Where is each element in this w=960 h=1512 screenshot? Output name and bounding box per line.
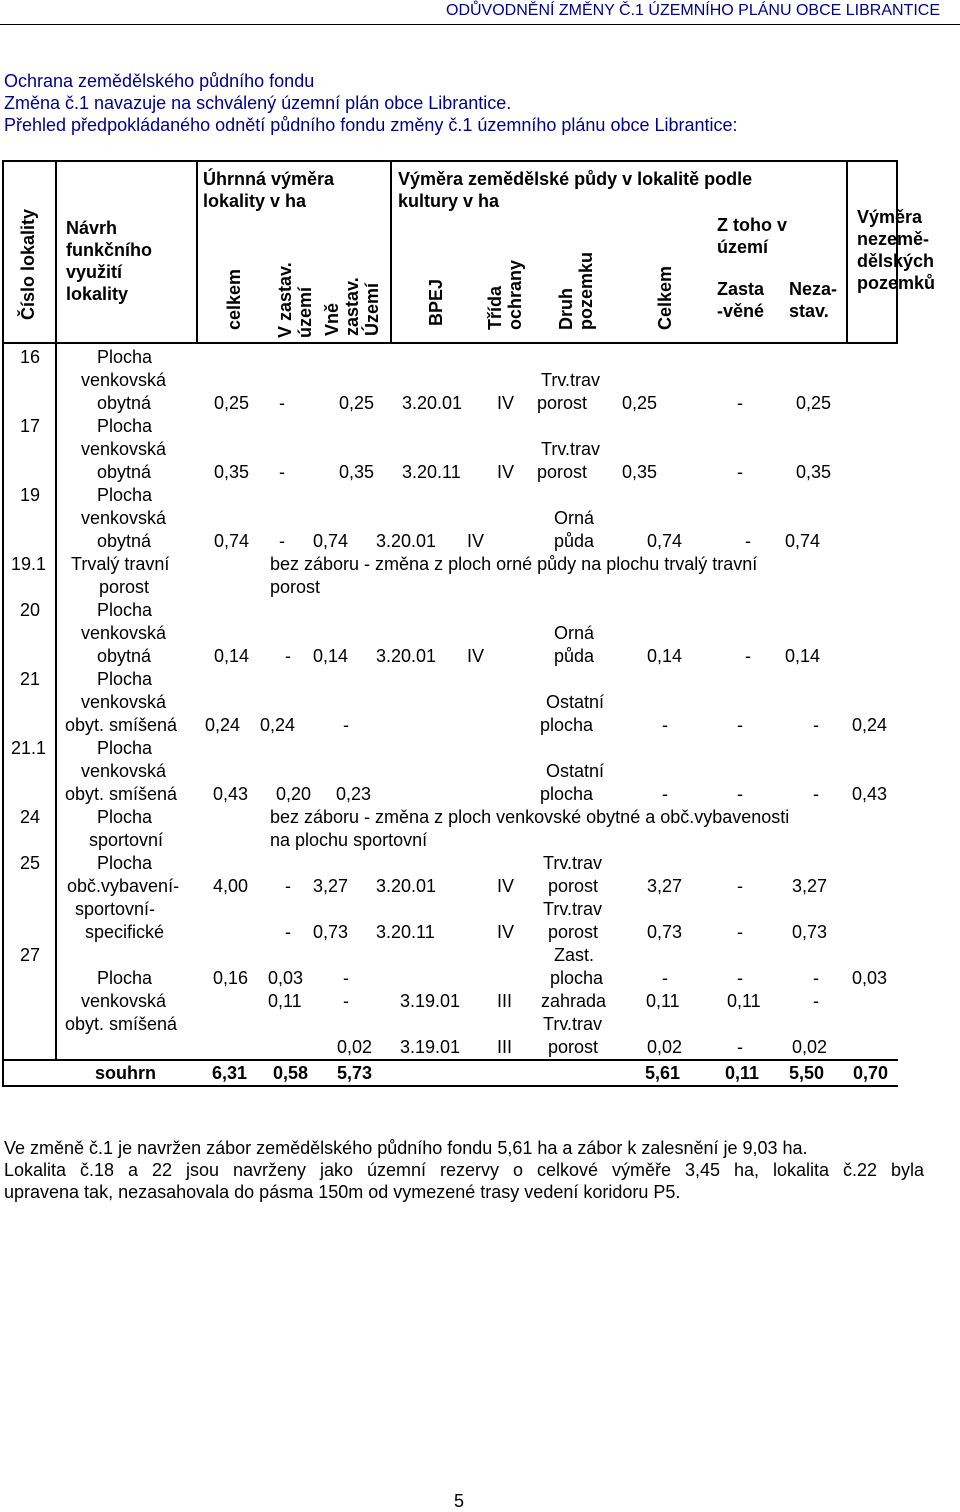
row-use: Plocha — [97, 738, 153, 758]
row-use: Plocha — [97, 347, 153, 367]
cell-celkem: 0,35 — [214, 462, 250, 482]
cell-vzast: 0,11 — [268, 991, 302, 1011]
header-z-toho: Z toho v území — [717, 215, 787, 257]
cell-trida: IV — [467, 646, 485, 666]
cell-bpej: 3.20.01 — [376, 876, 437, 896]
page-number: 5 — [454, 1491, 465, 1511]
cell-vne: - — [343, 968, 349, 988]
cell-vzast: - — [279, 393, 285, 413]
cell-bpej: 3.20.01 — [376, 531, 437, 551]
cell-nezast: 0,25 — [796, 393, 832, 413]
cell-celkem: 0,74 — [214, 531, 250, 551]
cell-celkem: 0,25 — [214, 393, 250, 413]
row-id: 17 — [20, 416, 41, 436]
body-left-border — [2, 343, 4, 1087]
cell-zast: - — [737, 922, 743, 942]
cell-vzast: 0,24 — [260, 715, 296, 735]
row-use: Plocha — [97, 669, 153, 689]
paragraph-line: upravena tak, nezasahovala do pásma 150m od vymezené trasy vedení koridoru P5. — [4, 1182, 681, 1202]
cell-vzast: 0,02 — [337, 1037, 373, 1057]
cell-bpej: 3.19.01 — [400, 991, 461, 1011]
row-use: obytná — [97, 462, 152, 482]
row-use: venkovská — [81, 508, 167, 528]
cell-nezast: 0,73 — [792, 922, 828, 942]
cell-vzast: 0,20 — [276, 784, 312, 804]
cell-druh: Trv.trav — [543, 1014, 602, 1034]
header-navrh: Návrh funkčního využití lokality — [66, 218, 152, 304]
summary-vzast: 0,58 — [273, 1063, 309, 1083]
header-celkem: celkem — [224, 268, 244, 330]
intro-text — [4, 70, 738, 136]
cell-celkem2: 0,11 — [646, 991, 680, 1011]
cell-vzast: - — [279, 462, 285, 482]
cell-druh: porost — [548, 922, 599, 942]
cell-nezast: - — [813, 968, 819, 988]
intro-line: Přehled předpokládaného odnětí půdního fondu změny č.1 územního plánu obce Librantice: — [4, 115, 738, 135]
row-use: venkovská — [81, 761, 167, 781]
header-divider — [390, 160, 392, 344]
cell-zast: - — [737, 784, 743, 804]
cell-celkem2: 0,02 — [647, 1037, 683, 1057]
header-bpej: BPEJ — [426, 278, 446, 326]
row-use: Plocha — [97, 600, 153, 620]
cell-celkem2: 0,74 — [647, 531, 683, 551]
document-header: ODŮVODNĚNÍ ZMĚNY Č.1 ÚZEMNÍHO PLÁNU OBCE LIBRANTICE — [446, 2, 940, 19]
header-rule — [0, 24, 960, 25]
cell-vne: 3,27 — [313, 876, 349, 896]
cell-nezast: 0,02 — [792, 1037, 828, 1057]
cell-druh: Orná — [554, 623, 595, 643]
row-use: obytná — [97, 646, 152, 666]
cell-zast: - — [745, 646, 751, 666]
header-v-zastav: V zastav. území — [275, 262, 315, 338]
cell-trida: IV — [497, 393, 515, 413]
row-use: venkovská — [81, 439, 167, 459]
cell-celkem2: 0,35 — [622, 462, 658, 482]
header-vne-zastav: Vně zastav. Území — [322, 277, 382, 336]
intro-line: Změna č.1 navazuje na schválený územní plán obce Librantice. — [4, 93, 512, 113]
cell-vzast: 0,03 — [268, 968, 304, 988]
body-divider — [55, 343, 57, 1059]
cell-nezast: 0,74 — [785, 531, 821, 551]
row-use: sportovní- — [75, 899, 156, 919]
cell-celkem2: 0,73 — [647, 922, 683, 942]
cell-vzast: - — [285, 876, 291, 896]
row-id: 20 — [20, 600, 41, 620]
row-note: na plochu sportovní — [270, 830, 428, 850]
cell-trida: III — [497, 991, 513, 1011]
cell-trida: IV — [497, 462, 515, 482]
row-use: porost — [99, 577, 150, 597]
paragraph-line: Ve změně č.1 je navržen zábor zemědělského půdního fondu 5,61 ha a zábor k zalesnění je 9,03 ha. — [4, 1138, 808, 1158]
row-id: 25 — [20, 853, 41, 873]
cell-vne: 0,25 — [339, 393, 375, 413]
cell-vne: 0,14 — [313, 646, 349, 666]
cell-trida: IV — [497, 876, 515, 896]
row-use: obyt. smíšená — [65, 1014, 178, 1034]
cell-druh: Trv.trav — [541, 439, 600, 459]
cell-druh: Trv.trav — [543, 853, 602, 873]
header-vymera-kultury: Výměra zemědělské půdy v lokalitě podle kultury v ha — [398, 169, 753, 211]
row-id: 24 — [20, 807, 41, 827]
cell-celkem2: 3,27 — [647, 876, 683, 896]
cell-druh: půda — [554, 531, 595, 551]
header-divider — [196, 160, 198, 344]
cell-druh: Orná — [554, 508, 595, 528]
cell-nezast: 3,27 — [792, 876, 828, 896]
cell-druh: porost — [548, 876, 599, 896]
cell-nezast: - — [813, 715, 819, 735]
cell-celkem: 0,16 — [213, 968, 249, 988]
cell-druh: porost — [537, 462, 588, 482]
cell-druh: plocha — [540, 784, 594, 804]
cell-zast: - — [745, 531, 751, 551]
paragraph-line: Lokalita č.18 a 22 jsou navrženy jako územní rezervy o celkové výměře 3,45 ha, lokalita č.22 byla — [4, 1160, 924, 1180]
cell-bpej: 3.20.01 — [402, 393, 463, 413]
cell-trida: IV — [497, 922, 515, 942]
intro-line: Ochrana zemědělského půdního fondu — [4, 71, 315, 91]
row-use: obytná — [97, 393, 152, 413]
row-note: bez záboru - změna z ploch orné půdy na plochu trvalý travní — [270, 554, 758, 574]
cell-nezem: 0,03 — [852, 968, 888, 988]
cell-druh: porost — [537, 393, 588, 413]
summary-top-border — [2, 1059, 898, 1061]
row-id: 19 — [20, 485, 41, 505]
cell-nezem: 0,43 — [852, 784, 888, 804]
row-use: obyt. smíšená — [65, 784, 178, 804]
header-trida-ochrany: Třída ochrany — [485, 259, 525, 330]
header-nezastavene: Neza- stav. — [789, 279, 838, 321]
summary-bottom-border — [2, 1085, 898, 1087]
row-use: Plocha — [97, 416, 153, 436]
row-note: bez záboru - změna z ploch venkovské obytné a obč.vybavenosti — [270, 807, 790, 827]
header-uhrnna-vymera: Úhrnná výměra lokality v ha — [203, 169, 335, 211]
cell-vne: 0,73 — [313, 922, 349, 942]
cell-celkem2: 0,14 — [647, 646, 683, 666]
header-divider — [846, 160, 848, 344]
cell-zast: - — [737, 876, 743, 896]
header-cislo-lokality: Číslo lokality — [18, 208, 38, 320]
cell-zast: - — [737, 968, 743, 988]
cell-vzast: - — [285, 922, 291, 942]
cell-celkem2: - — [662, 715, 668, 735]
cell-nezast: 0,14 — [785, 646, 821, 666]
cell-druh: Ostatní — [546, 761, 605, 781]
cell-nezast: - — [813, 991, 819, 1011]
row-use: Plocha — [97, 853, 153, 873]
summary-celkem: 6,31 — [212, 1063, 248, 1083]
cell-trida: III — [497, 1037, 513, 1057]
summary-celkem2: 5,61 — [645, 1063, 681, 1083]
row-use: specifické — [85, 922, 165, 942]
cell-druh: Ostatní — [546, 692, 605, 712]
cell-druh: Trv.trav — [543, 899, 602, 919]
cell-druh: zahrada — [541, 991, 607, 1011]
row-id: 27 — [20, 945, 41, 965]
cell-celkem: 4,00 — [213, 876, 249, 896]
cell-vne: 0,23 — [336, 784, 372, 804]
header-druh-pozemku: Druh pozemku — [556, 251, 596, 330]
row-use: venkovská — [81, 991, 167, 1011]
cell-nezem: 0,24 — [852, 715, 888, 735]
cell-vzast: - — [279, 531, 285, 551]
cell-bpej: 3.20.01 — [376, 646, 437, 666]
row-id: 19.1 — [11, 554, 47, 574]
cell-celkem2: - — [662, 784, 668, 804]
cell-nezast: - — [813, 784, 819, 804]
row-use: Plocha — [97, 485, 153, 505]
summary-nezast: 5,50 — [789, 1063, 825, 1083]
summary-zast: 0,11 — [725, 1063, 760, 1083]
cell-celkem: 0,24 — [205, 715, 241, 735]
row-use: Plocha — [97, 968, 153, 988]
cell-zast: - — [737, 715, 743, 735]
row-use: obyt. smíšená — [65, 715, 178, 735]
cell-bpej: 3.19.01 — [400, 1037, 461, 1057]
row-id: 21.1 — [11, 738, 47, 758]
cell-celkem2: 0,25 — [622, 393, 658, 413]
summary-label: souhrn — [95, 1063, 156, 1083]
cell-nezast: 0,35 — [796, 462, 832, 482]
summary-nezem: 0,70 — [853, 1063, 889, 1083]
cell-vne: 0,35 — [339, 462, 375, 482]
closing-paragraph — [4, 1137, 924, 1203]
cell-zast: 0,11 — [727, 991, 761, 1011]
cell-celkem2: - — [662, 968, 668, 988]
cell-vzast: - — [285, 646, 291, 666]
cell-bpej: 3.20.11 — [376, 922, 435, 942]
row-use: venkovská — [81, 623, 167, 643]
cell-druh: porost — [548, 1037, 599, 1057]
row-use: Plocha — [97, 807, 153, 827]
header-divider — [55, 160, 57, 344]
cell-zast: - — [737, 462, 743, 482]
header-zastavene: Zasta -věné — [717, 279, 765, 321]
summary-vne: 5,73 — [337, 1063, 373, 1083]
row-use: venkovská — [81, 370, 167, 390]
cell-druh: plocha — [550, 968, 604, 988]
cell-zast: - — [737, 1037, 743, 1057]
cell-druh: plocha — [540, 715, 594, 735]
cell-celkem: 0,43 — [213, 784, 249, 804]
row-id: 16 — [20, 347, 41, 367]
cell-druh: Zast. — [554, 945, 595, 965]
row-use: Trvalý travní — [71, 554, 170, 574]
row-use: obč.vybavení- — [67, 876, 180, 896]
row-use: sportovní — [89, 830, 164, 850]
cell-celkem: 0,14 — [214, 646, 250, 666]
cell-druh: Trv.trav — [541, 370, 600, 390]
row-note: porost — [270, 577, 321, 597]
cell-trida: IV — [467, 531, 485, 551]
row-use: obytná — [97, 531, 152, 551]
cell-zast: - — [737, 393, 743, 413]
cell-vne: - — [343, 715, 349, 735]
cell-vne: 0,74 — [313, 531, 349, 551]
header-nezemedelskych: Výměra nezemě- dělských pozemků — [857, 207, 936, 293]
cell-vne: - — [343, 991, 349, 1011]
header-celkem2: Celkem — [655, 265, 675, 330]
cell-bpej: 3.20.11 — [402, 462, 461, 482]
row-use: venkovská — [81, 692, 167, 712]
row-id: 21 — [20, 669, 41, 689]
cell-druh: půda — [554, 646, 595, 666]
